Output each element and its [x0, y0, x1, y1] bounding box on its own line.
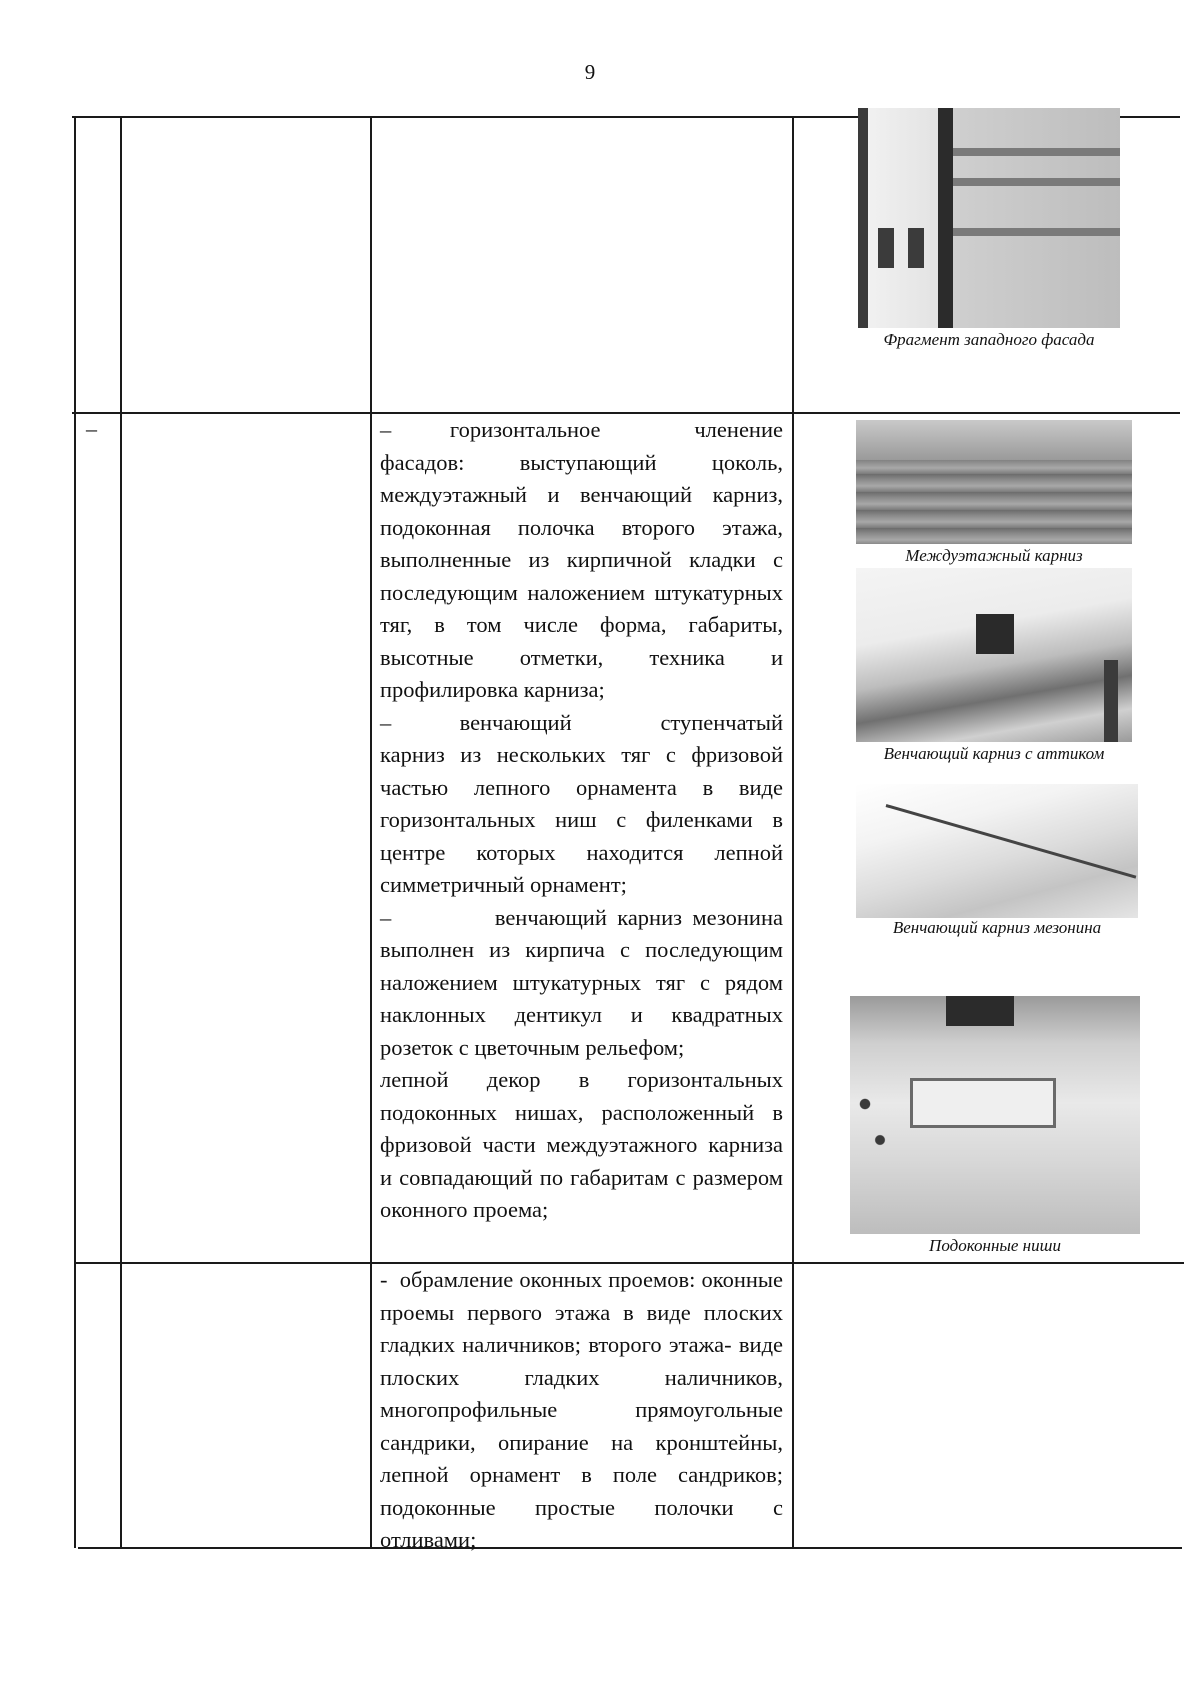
- row-marker: –: [86, 416, 97, 441]
- row3-description: [380, 1264, 783, 1557]
- crowning-cornice-attic-photo: [856, 568, 1132, 742]
- interfloor-cornice-photo: [856, 420, 1132, 544]
- window-niches-photo: [850, 996, 1140, 1234]
- col-border-1: [74, 116, 76, 1548]
- caption-window-niches: Подоконные ниши: [929, 1236, 1061, 1255]
- paragraph-stucco-decor: лепной декор в горизонтальных подоконных нишах, расположенный в фризовой части междуэтажного карниза и совпадающий по габаритам с размером оконного проема;: [380, 1067, 783, 1222]
- paragraph-horizontal-division: – горизонтальное членение фасадов: выступающий цоколь, междуэтажный и венчающий карниз, подоконная полочка второго этажа, выполненные из кирпичной кладки с последующим наложением штукатурных тяг, в том числе форма, габариты, высотные отметки, техника и профилировка карниза;: [380, 417, 783, 702]
- col-border-2: [120, 116, 122, 1548]
- west-facade-photo: [858, 108, 1120, 328]
- caption-mezzanine-cornice: Венчающий карниз мезонина: [892, 918, 1102, 937]
- row2-description: [380, 414, 783, 1227]
- paragraph-window-framing: - обрамление оконных проемов: оконные проемы первого этажа в виде плоских гладких наличников; второго этажа- виде плоских гладких наличников, многопрофильные прямоугольные сандрики, опирание на кронштейны, лепной орнамент в поле сандриков; подоконные простые полочки с отливами;: [380, 1267, 783, 1552]
- col-border-4: [792, 116, 794, 1548]
- paragraph-mezzanine-cornice: – венчающий карниз мезонина выполнен из кирпича с последующим наложением штукатурных тяг с рядом наклонных дентикул и квадратных розеток с цветочным рельефом;: [380, 904, 783, 1060]
- caption-west-facade: Фрагмент западного фасада: [883, 330, 1095, 349]
- paragraph-crowning-cornice: – венчающий ступенчатый карниз из нескольких тяг с фризовой частью лепного орнамента в виде горизонтальных ниш с филенками в центре которых находится лепной симметричный орнамент;: [380, 709, 783, 897]
- caption-interfloor-cornice: Междуэтажный карниз: [905, 546, 1083, 565]
- page-number: 9: [584, 60, 596, 84]
- col-border-3: [370, 116, 372, 1548]
- mezzanine-cornice-photo: [856, 784, 1138, 918]
- caption-crowning-cornice-attic: Венчающий карниз с аттиком: [883, 744, 1105, 763]
